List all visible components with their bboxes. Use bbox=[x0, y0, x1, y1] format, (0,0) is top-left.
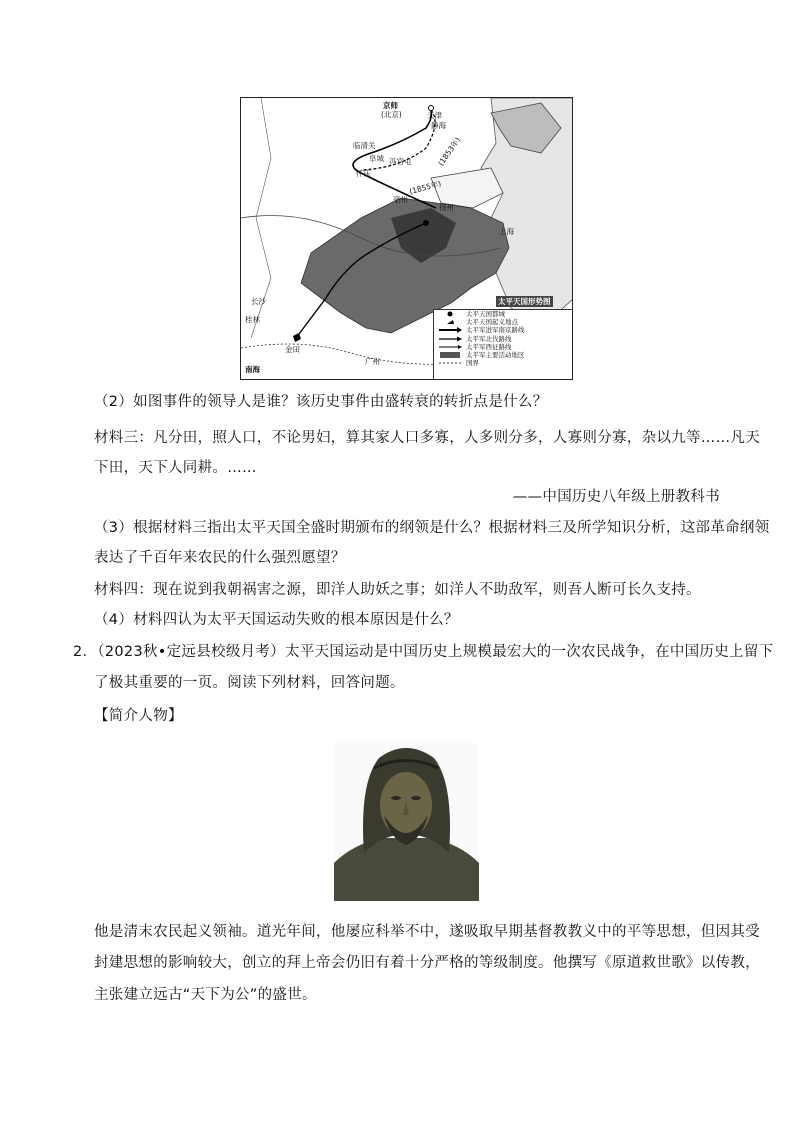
map-label-linqing: 临清关 bbox=[353, 141, 376, 150]
map-label-capital-note: (北京) bbox=[381, 110, 402, 119]
uprising-symbol-icon bbox=[437, 318, 463, 326]
bust-drawing bbox=[334, 743, 479, 901]
map-label-guanzhou: 冯官屯 bbox=[389, 157, 412, 166]
capital-symbol-icon bbox=[437, 310, 463, 318]
uprising-marker bbox=[293, 333, 301, 342]
map-label-capital: 京师 bbox=[383, 101, 398, 110]
legend-item-area bbox=[434, 351, 572, 359]
map-label-bozhou: 亳州 bbox=[393, 195, 408, 204]
legend-item-label: 国界 bbox=[466, 359, 479, 368]
problem-2-line-1: 2．（2023秋•定远县校级月考）太平天国运动是中国历史上规模最宏大的一次农民战争，在中国历史上留下 bbox=[73, 644, 774, 660]
material-3-line-2: 下田，天下人同耕。…… bbox=[94, 460, 257, 476]
map-label-guilin: 桂林 bbox=[245, 315, 260, 324]
map-label-huaiqing: 怀庆 bbox=[356, 169, 371, 178]
arrow-icon bbox=[437, 335, 463, 343]
legend-item-label: 太平军进军南京路线 bbox=[466, 326, 525, 335]
material-4: 材料四：现在说到我朝祸害之源，即洋人助妖之事；如洋人不助敌军，则吾人断可长久支持。 bbox=[94, 582, 701, 598]
material-3-source: ——中国历史八年级上册教科书 bbox=[512, 489, 720, 505]
bio-line-2: 封建思想的影响较大，创立的拜上帝会仍旧有着十分严格的等级制度。他撰写《原道救世歌》以传教， bbox=[94, 955, 760, 971]
map-box-title: 太平天国形势图 bbox=[498, 297, 551, 306]
map-label-jintian: 金田 bbox=[285, 345, 300, 354]
map-label-shanghai: 上海 bbox=[499, 227, 514, 236]
area-swatch-icon bbox=[437, 351, 463, 359]
map-legend bbox=[433, 309, 573, 380]
legend-item-label: 太平军西征路线 bbox=[466, 342, 512, 351]
legend-item-north-route bbox=[434, 335, 572, 343]
map-label-year-1855: (1855年) bbox=[408, 178, 443, 197]
capital-marker bbox=[423, 220, 429, 226]
portrait-bust-image bbox=[334, 743, 479, 901]
legend-item-west-route bbox=[434, 343, 572, 351]
map-label-changsha: 长沙 bbox=[251, 297, 266, 306]
map-label-year-1853: (1853年) bbox=[436, 135, 463, 168]
legend-item-label: 太平军北伐路线 bbox=[466, 334, 512, 343]
bio-line-1: 他是清末农民起义领袖。道光年间，他屡应科举不中，遂吸取早期基督教教义中的平等思想，但因其受 bbox=[94, 924, 760, 940]
question-3-line-2: 表达了千百年来农民的什么强烈愿望？ bbox=[94, 550, 346, 566]
border-line bbox=[241, 344, 461, 364]
map-label-south-sea: 南海 bbox=[245, 365, 260, 374]
legend-item-capital bbox=[434, 310, 572, 318]
legend-item-label: 太平天国都城 bbox=[466, 310, 505, 319]
map-label-fuchengzhen: 阜城 bbox=[369, 154, 384, 163]
question-4: （4）材料四认为太平天国运动失败的根本原因是什么？ bbox=[94, 612, 459, 628]
legend-item-label: 太平天国起义地点 bbox=[466, 318, 518, 327]
map-label-jinghai: 静海 bbox=[431, 121, 446, 130]
question-3-line-1: （3）根据材料三指出太平天国全盛时期颁布的纲领是什么？根据材料三及所学知识分析，这部革命纲领 bbox=[94, 520, 770, 536]
section-title: 【简介人物】 bbox=[94, 708, 183, 724]
arrow-thin-icon bbox=[437, 343, 463, 351]
material-3-line-1: 材料三：凡分田，照人口，不论男妇，算其家人口多寡，人多则分多，人寡则分寡，杂以九等……凡天 bbox=[94, 430, 760, 446]
problem-2-line-2: 了极其重要的一页。阅读下列材料，回答问题。 bbox=[94, 675, 405, 691]
shoulders bbox=[334, 838, 479, 901]
arrow-thick-icon bbox=[437, 326, 463, 334]
map-label-guangzhou: 广州 bbox=[365, 357, 380, 366]
question-2: （2）如图事件的领导人是谁？该历史事件由盛转衰的转折点是什么？ bbox=[94, 394, 548, 410]
bio-line-3: 主张建立远古“天下为公”的盛世。 bbox=[94, 987, 317, 1003]
dashed-line-icon bbox=[437, 359, 463, 367]
legend-item-label: 太平军主要活动地区 bbox=[466, 351, 525, 360]
legend-item-border bbox=[434, 359, 572, 367]
map-label-tianjin: 天津 bbox=[427, 111, 442, 120]
legend-item-nanjing-route bbox=[434, 326, 572, 334]
taiping-map-figure bbox=[240, 97, 573, 380]
map-label-yangzhou: 扬州 bbox=[439, 203, 454, 212]
